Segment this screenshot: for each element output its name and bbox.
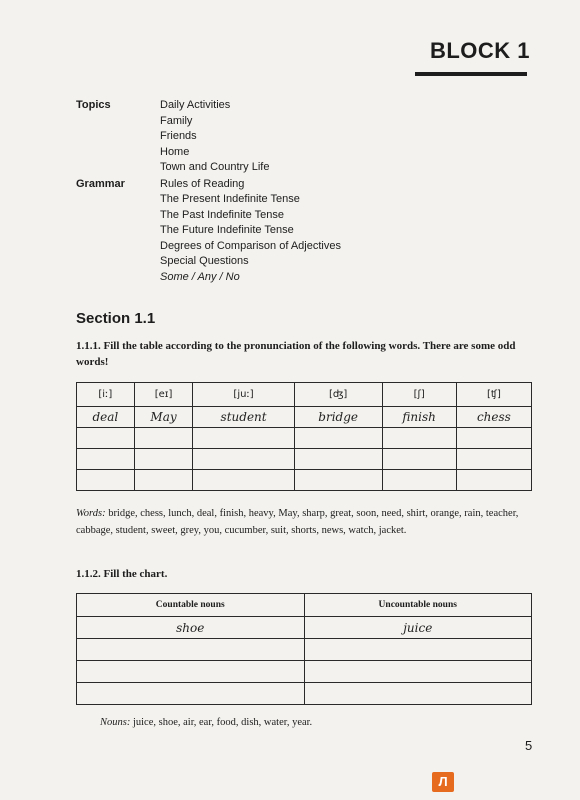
empty-cell[interactable]	[134, 449, 193, 470]
words-text: bridge, chess, lunch, deal, finish, heavy, May, sharp, great, soon, need, shirt, orange, rain, teacher, cabbage, student, sweet, grey, you, cucumber, suit, shorts, news, watch, jacket.	[76, 508, 519, 536]
empty-cell[interactable]	[382, 449, 456, 470]
empty-cell[interactable]	[193, 470, 294, 491]
table-row	[77, 683, 532, 705]
topic-item: Friends	[160, 130, 197, 142]
table-row	[77, 639, 532, 661]
page-number: 5	[525, 738, 533, 753]
nouns-text: juice, shoe, air, ear, food, dish, water, year.	[132, 717, 313, 728]
empty-cell[interactable]	[382, 470, 456, 491]
table-header-row	[77, 594, 532, 617]
topics-list	[160, 98, 269, 176]
table-row	[77, 407, 532, 428]
grammar-item: The Future Indefinite Tense	[160, 224, 294, 236]
empty-cell[interactable]	[294, 449, 382, 470]
column-header: [juː]	[193, 383, 294, 407]
grammar-item: The Present Indefinite Tense	[160, 193, 300, 205]
grammar-row	[76, 177, 341, 286]
topic-item: Family	[160, 114, 193, 127]
table-header-row	[77, 383, 532, 407]
empty-cell[interactable]	[294, 470, 382, 491]
empty-cell[interactable]	[77, 683, 305, 705]
table-row	[77, 449, 532, 470]
empty-cell[interactable]	[77, 639, 305, 661]
column-header: Uncountable nouns	[304, 594, 532, 617]
answer-cell[interactable]: chess	[456, 407, 531, 428]
grammar-list	[160, 177, 341, 286]
words-label: Words:	[76, 508, 106, 519]
grammar-label: Grammar	[76, 177, 125, 190]
column-header: [iː]	[77, 383, 135, 407]
topic-item: Home	[160, 145, 190, 158]
empty-cell[interactable]	[456, 428, 531, 449]
nouns-label: Nouns:	[100, 717, 131, 728]
answer-cell[interactable]: deal	[77, 407, 135, 428]
empty-cell[interactable]	[77, 428, 135, 449]
column-header: [ʤ]	[294, 383, 382, 407]
table-row	[77, 617, 532, 639]
empty-cell[interactable]	[134, 428, 193, 449]
word-list	[76, 505, 536, 539]
table-row	[77, 470, 532, 491]
empty-cell[interactable]	[77, 470, 135, 491]
task-2-instruction: 1.1.2. Fill the chart.	[76, 568, 168, 580]
section-title: Section 1.1	[76, 310, 156, 327]
grammar-item: Some / Any / No	[160, 270, 240, 283]
empty-cell[interactable]	[304, 639, 532, 661]
answer-cell[interactable]: student	[193, 407, 294, 428]
answer-cell[interactable]: finish	[382, 407, 456, 428]
empty-cell[interactable]	[304, 683, 532, 705]
pronunciation-table	[76, 382, 532, 491]
column-header: [ʃ]	[382, 383, 456, 407]
empty-cell[interactable]	[193, 428, 294, 449]
column-header: [eɪ]	[134, 383, 193, 407]
empty-cell[interactable]	[77, 661, 305, 683]
empty-cell[interactable]	[382, 428, 456, 449]
topics-row	[76, 98, 341, 176]
answer-cell[interactable]: juice	[304, 617, 532, 639]
block-title: BLOCK 1	[429, 38, 530, 63]
table-row	[77, 428, 532, 449]
nouns-chart	[76, 593, 532, 705]
empty-cell[interactable]	[294, 428, 382, 449]
empty-cell[interactable]	[456, 470, 531, 491]
table-row	[77, 661, 532, 683]
grammar-item: Special Questions	[160, 255, 249, 267]
answer-cell[interactable]: shoe	[77, 617, 305, 639]
grammar-item: The Past Indefinite Tense	[160, 208, 284, 221]
publisher-logo-icon: Л	[432, 772, 454, 792]
empty-cell[interactable]	[193, 449, 294, 470]
empty-cell[interactable]	[456, 449, 531, 470]
answer-cell[interactable]: bridge	[294, 407, 382, 428]
topic-item: Daily Activities	[160, 99, 231, 111]
grammar-item: Rules of Reading	[160, 177, 245, 190]
column-header: [ʧ]	[456, 383, 531, 407]
topic-item: Town and Country Life	[160, 161, 270, 173]
column-header: Countable nouns	[77, 594, 305, 617]
topics-label: Topics	[76, 99, 111, 111]
empty-cell[interactable]	[304, 661, 532, 683]
noun-list	[100, 717, 312, 728]
title-underline	[415, 72, 527, 76]
grammar-item: Degrees of Comparison of Adjectives	[160, 239, 341, 252]
empty-cell[interactable]	[77, 449, 135, 470]
answer-cell[interactable]: May	[134, 407, 193, 428]
block-overview	[76, 98, 341, 285]
task-1-instruction: 1.1.1. Fill the table according to the pronunciation of the following words. There are some odd words!	[76, 340, 516, 368]
empty-cell[interactable]	[134, 470, 193, 491]
